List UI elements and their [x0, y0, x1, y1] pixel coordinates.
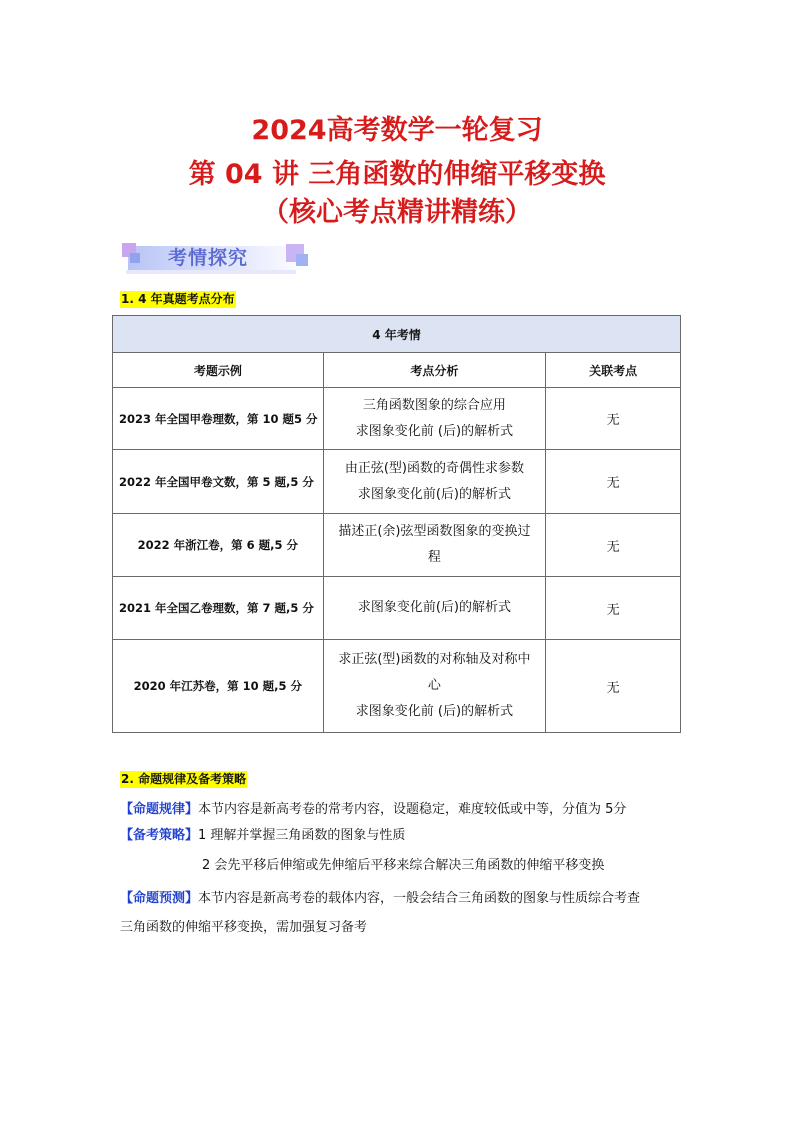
rule-paragraph	[120, 800, 626, 820]
title-line-3: （核心考点精讲精练）	[262, 197, 532, 228]
exam-example: 2020 年江苏卷，第 10 题,5 分	[113, 640, 324, 733]
predict-text: 本节内容是新高考卷的载体内容，一般会结合三角函数的图象与性质综合考查	[198, 891, 641, 906]
exam-distribution-table	[112, 315, 681, 733]
exam-analysis	[323, 450, 546, 514]
analysis-line: 描述正(余)弦型函数图象的变换过	[338, 524, 531, 539]
table-row	[113, 577, 681, 640]
predict-text-continued: 三角函数的伸缩平移变换，需加强复习备考	[120, 920, 368, 935]
exam-analysis	[323, 577, 546, 640]
analysis-line: 三角函数图象的综合应用	[362, 397, 506, 413]
analysis-line: 心	[427, 678, 441, 693]
column-header: 考题示例	[113, 353, 324, 388]
related-point: 无	[546, 450, 681, 514]
rule-tag: 【命题规律】	[120, 802, 199, 817]
table-row	[113, 514, 681, 577]
exam-example: 2021 年全国乙卷理数，第 7 题,5 分	[113, 577, 324, 640]
table-row	[113, 450, 681, 514]
analysis-line: 求图象变化前 (后)的解析式	[355, 704, 514, 719]
strategy-item: 1 理解并掌握三角函数的图象与性质	[198, 828, 406, 843]
analysis-line: 由正弦(型)函数的奇偶性求参数	[344, 460, 525, 476]
strategy-item: 2 会先平移后伸缩或先伸缩后平移来综合解决三角函数的伸缩平移变换	[202, 858, 605, 873]
title-line-2: 第 04 讲 三角函数的伸缩平移变换	[188, 159, 606, 190]
banner-label: 考情探究	[168, 247, 249, 269]
exam-example: 2022 年浙江卷，第 6 题,5 分	[113, 514, 324, 577]
title-line-1: 2024高考数学一轮复习	[251, 115, 543, 146]
analysis-line: 程	[427, 550, 441, 565]
related-point: 无	[546, 640, 681, 733]
exam-analysis	[323, 388, 546, 450]
exam-example: 2022 年全国甲卷文数，第 5 题,5 分	[113, 450, 324, 514]
section-1-title: 1. 4 年真题考点分布	[121, 292, 235, 306]
document-title	[0, 112, 794, 232]
analysis-line: 求图象变化前(后)的解析式	[357, 486, 512, 502]
predict-paragraph	[120, 889, 640, 909]
exam-analysis	[323, 514, 546, 577]
table-caption: 4 年考情	[113, 316, 681, 353]
table-row	[113, 388, 681, 450]
predict-tag: 【命题预测】	[120, 891, 199, 906]
banner-square-icon	[130, 253, 140, 263]
analysis-line: 求图象变化前(后)的解析式	[357, 600, 512, 615]
table-row	[113, 640, 681, 733]
analysis-line: 求图象变化前 (后)的解析式	[355, 423, 514, 439]
exam-analysis	[323, 640, 546, 733]
analysis-line: 求正弦(型)函数的对称轴及对称中	[338, 652, 531, 667]
related-point: 无	[546, 577, 681, 640]
strategy-tag: 【备考策略】	[120, 828, 199, 843]
section-2-title: 2. 命题规律及备考策略	[121, 772, 247, 786]
rule-text: 本节内容是新高考卷的常考内容，设题稳定，难度较低或中等，分值为 5分	[198, 802, 627, 817]
exam-example: 2023 年全国甲卷理数，第 10 题5 分	[113, 388, 324, 450]
banner-square-icon	[296, 254, 308, 266]
related-point: 无	[546, 514, 681, 577]
column-header: 考点分析	[323, 353, 546, 388]
related-point: 无	[546, 388, 681, 450]
strategy-paragraph	[120, 826, 405, 846]
column-header: 关联考点	[546, 353, 681, 388]
section-banner	[118, 240, 310, 276]
